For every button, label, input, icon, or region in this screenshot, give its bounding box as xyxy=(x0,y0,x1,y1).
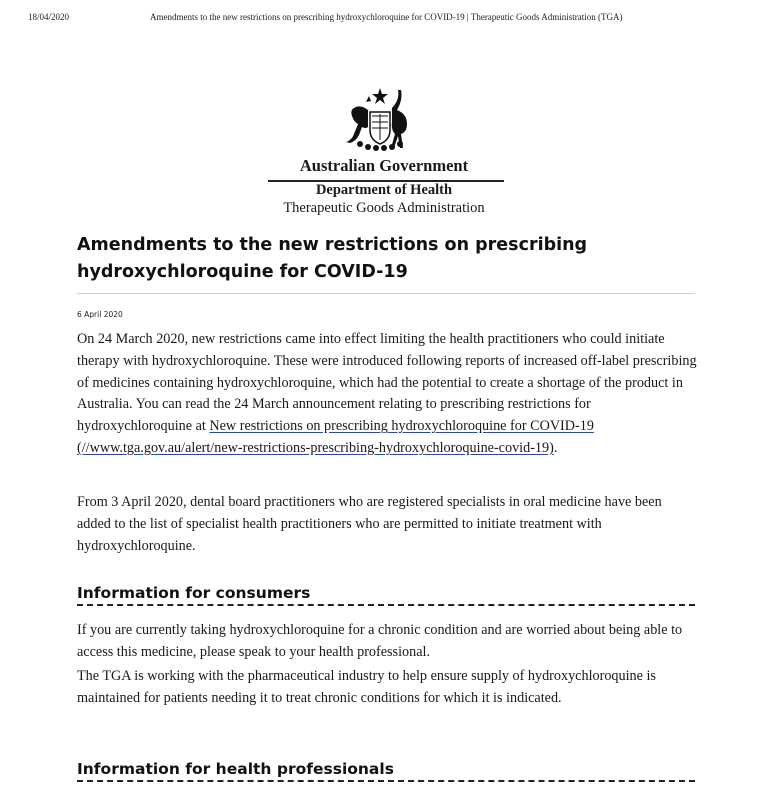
title-divider xyxy=(77,293,695,294)
health-professionals-heading: Information for health professionals xyxy=(77,759,695,782)
intro-paragraph xyxy=(77,329,697,460)
department-name: Department of Health xyxy=(315,182,453,198)
publish-date: 6 April 2020 xyxy=(77,310,123,319)
page-title: Amendments to the new restrictions on prescribing hydroxychloroquine for COVID-19 xyxy=(77,235,588,282)
consumers-heading: Information for consumers xyxy=(77,583,695,606)
new-restrictions-link[interactable]: New restrictions on prescribing hydroxychloroquine for COVID-19 (//www.tga.gov.au/alert/new-restrictions-prescribing-hydroxychloroquine-covid-19) xyxy=(77,418,594,456)
intro-text: On 24 March 2020, new restrictions came into effect limiting the health practitioners who could initiate therapy with hydroxychloroquine. These were introduced following reports of increased off-label prescribing of medicines containing hydroxychloroquine, which had the potential to create a shortage of the product in Australia. You can read the 24 March announcement relating to prescribing restrictions for hydroxychloroquine at xyxy=(77,331,697,435)
government-name: Australian Government xyxy=(299,156,469,175)
dental-practitioners-paragraph: From 3 April 2020, dental board practitioners who are registered specialists in oral medicine have been added to the list of specialist health practitioners who are permitted to initiate treatment with hydroxychloroquine. xyxy=(77,494,662,554)
intro-text-end: . xyxy=(553,439,558,456)
print-page-title: Amendments to the new restrictions on prescribing hydroxychloroquine for COVID-19 | Therapeutic Goods Administration (TGA) xyxy=(150,12,623,22)
consumers-paragraph-1: If you are currently taking hydroxychloroquine for a chronic condition and are worried about being able to access this medicine, please speak to your health professional. xyxy=(77,622,683,660)
truncated-text-line xyxy=(77,792,637,798)
agency-name: Therapeutic Goods Administration xyxy=(283,200,485,216)
print-date: 18/04/2020 xyxy=(28,12,70,22)
coat-of-arms-icon xyxy=(338,84,422,154)
consumers-paragraph-2: The TGA is working with the pharmaceutical industry to help ensure supply of hydroxychloroquine is maintained for patients needing it to treat chronic conditions for which it is indicated. xyxy=(77,668,656,706)
